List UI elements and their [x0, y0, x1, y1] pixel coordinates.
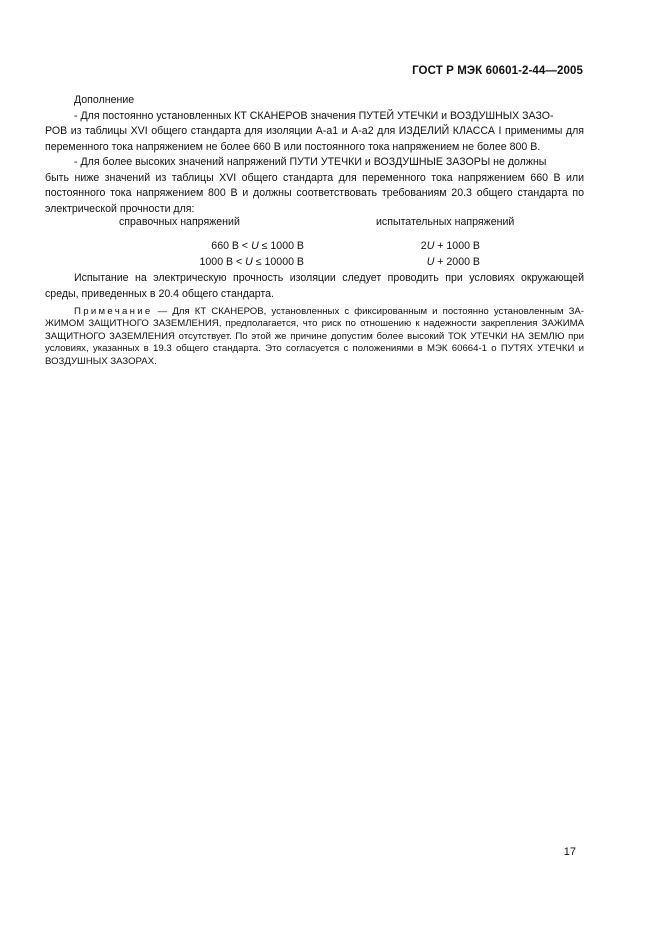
supplement-paragraph-1-cont [45, 124, 584, 155]
supplement-title: Дополнение [74, 94, 135, 106]
reference-voltage-cell: 660 В < U ≤ 1000 В [211, 240, 304, 252]
col-test-header: испытательных напряжений [376, 216, 515, 228]
test-conditions-paragraph: Испытание на электрическую прочность изоляции следует проводить при условиях окружающей среды, приведенных в 20.4 общего стандарта. [45, 272, 584, 300]
supplement-p2-rest: быть ниже значений из таблицы XVI общего стандарта для переменного тока напряжением 660 В или постоянного тока напряжением 800 В и должны соответствовать требованиям 20.3 общего стандарта по электрической прочности для: [45, 171, 584, 215]
page-number: 17 [563, 846, 576, 858]
supplement-p2-first: - Для более высоких значений напряжений ПУТИ УТЕЧКИ и ВОЗДУШНЫЕ ЗАЗОРЫ не должны [74, 156, 547, 168]
supplement-paragraph-1 [74, 109, 584, 125]
supplement-paragraph-2 [74, 155, 584, 171]
table-row [74, 256, 584, 272]
test-voltage-cell: U + 2000 В [426, 256, 480, 268]
note-label: Примечание [74, 306, 153, 317]
col-reference-header: справочных напряжений [119, 216, 240, 228]
standard-header: ГОСТ Р МЭК 60601-2-44—2005 [412, 65, 583, 77]
test-voltage-cell: 2U + 1000 В [420, 240, 480, 252]
supplement-section [45, 93, 584, 217]
reference-voltage-cell: 1000 В < U ≤ 10000 В [199, 256, 304, 268]
supplement-p1-first: - Для постоянно установленных КТ СКАНЕРОВ значения ПУТЕЙ УТЕЧКИ и ВОЗДУШНЫХ ЗАЗО- [74, 109, 554, 122]
table-header-row [74, 216, 584, 232]
supplement-paragraph-2-cont [45, 171, 584, 218]
supplement-p1-rest: РОВ из таблицы XVI общего стандарта для изоляции A-a1 и A-a2 для ИЗДЕЛИЙ КЛАССА I применимы для переменного тока напряжением не более 660 В или постоянного тока напряжением не более 800 В. [45, 125, 584, 153]
note-paragraph [45, 306, 584, 368]
note-text: — Для КТ СКАНЕРОВ, установленных с фиксированным и постоянно установленным ЗА-ЖИМОМ ЗАЩИТНОГО ЗАЗЕМЛЕНИЯ, предполагается, что риск по отношению к надежности закрепления ЗАЖИМА ЗАЩИТНОГО ЗАЗЕМЛЕНИЯ отсутствует. По этой же причине допустим более высокий ТОК УТЕЧКИ НА ЗЕМЛЮ при условиях, указанных в 19.3 общего стандарта. Это согласуется с положениями в МЭК 60664-1 о ПУТЯХ УТЕЧКИ и ВОЗДУШНЫХ ЗАЗОРАХ. [45, 306, 584, 367]
voltage-table [74, 216, 584, 272]
table-row [74, 240, 584, 256]
